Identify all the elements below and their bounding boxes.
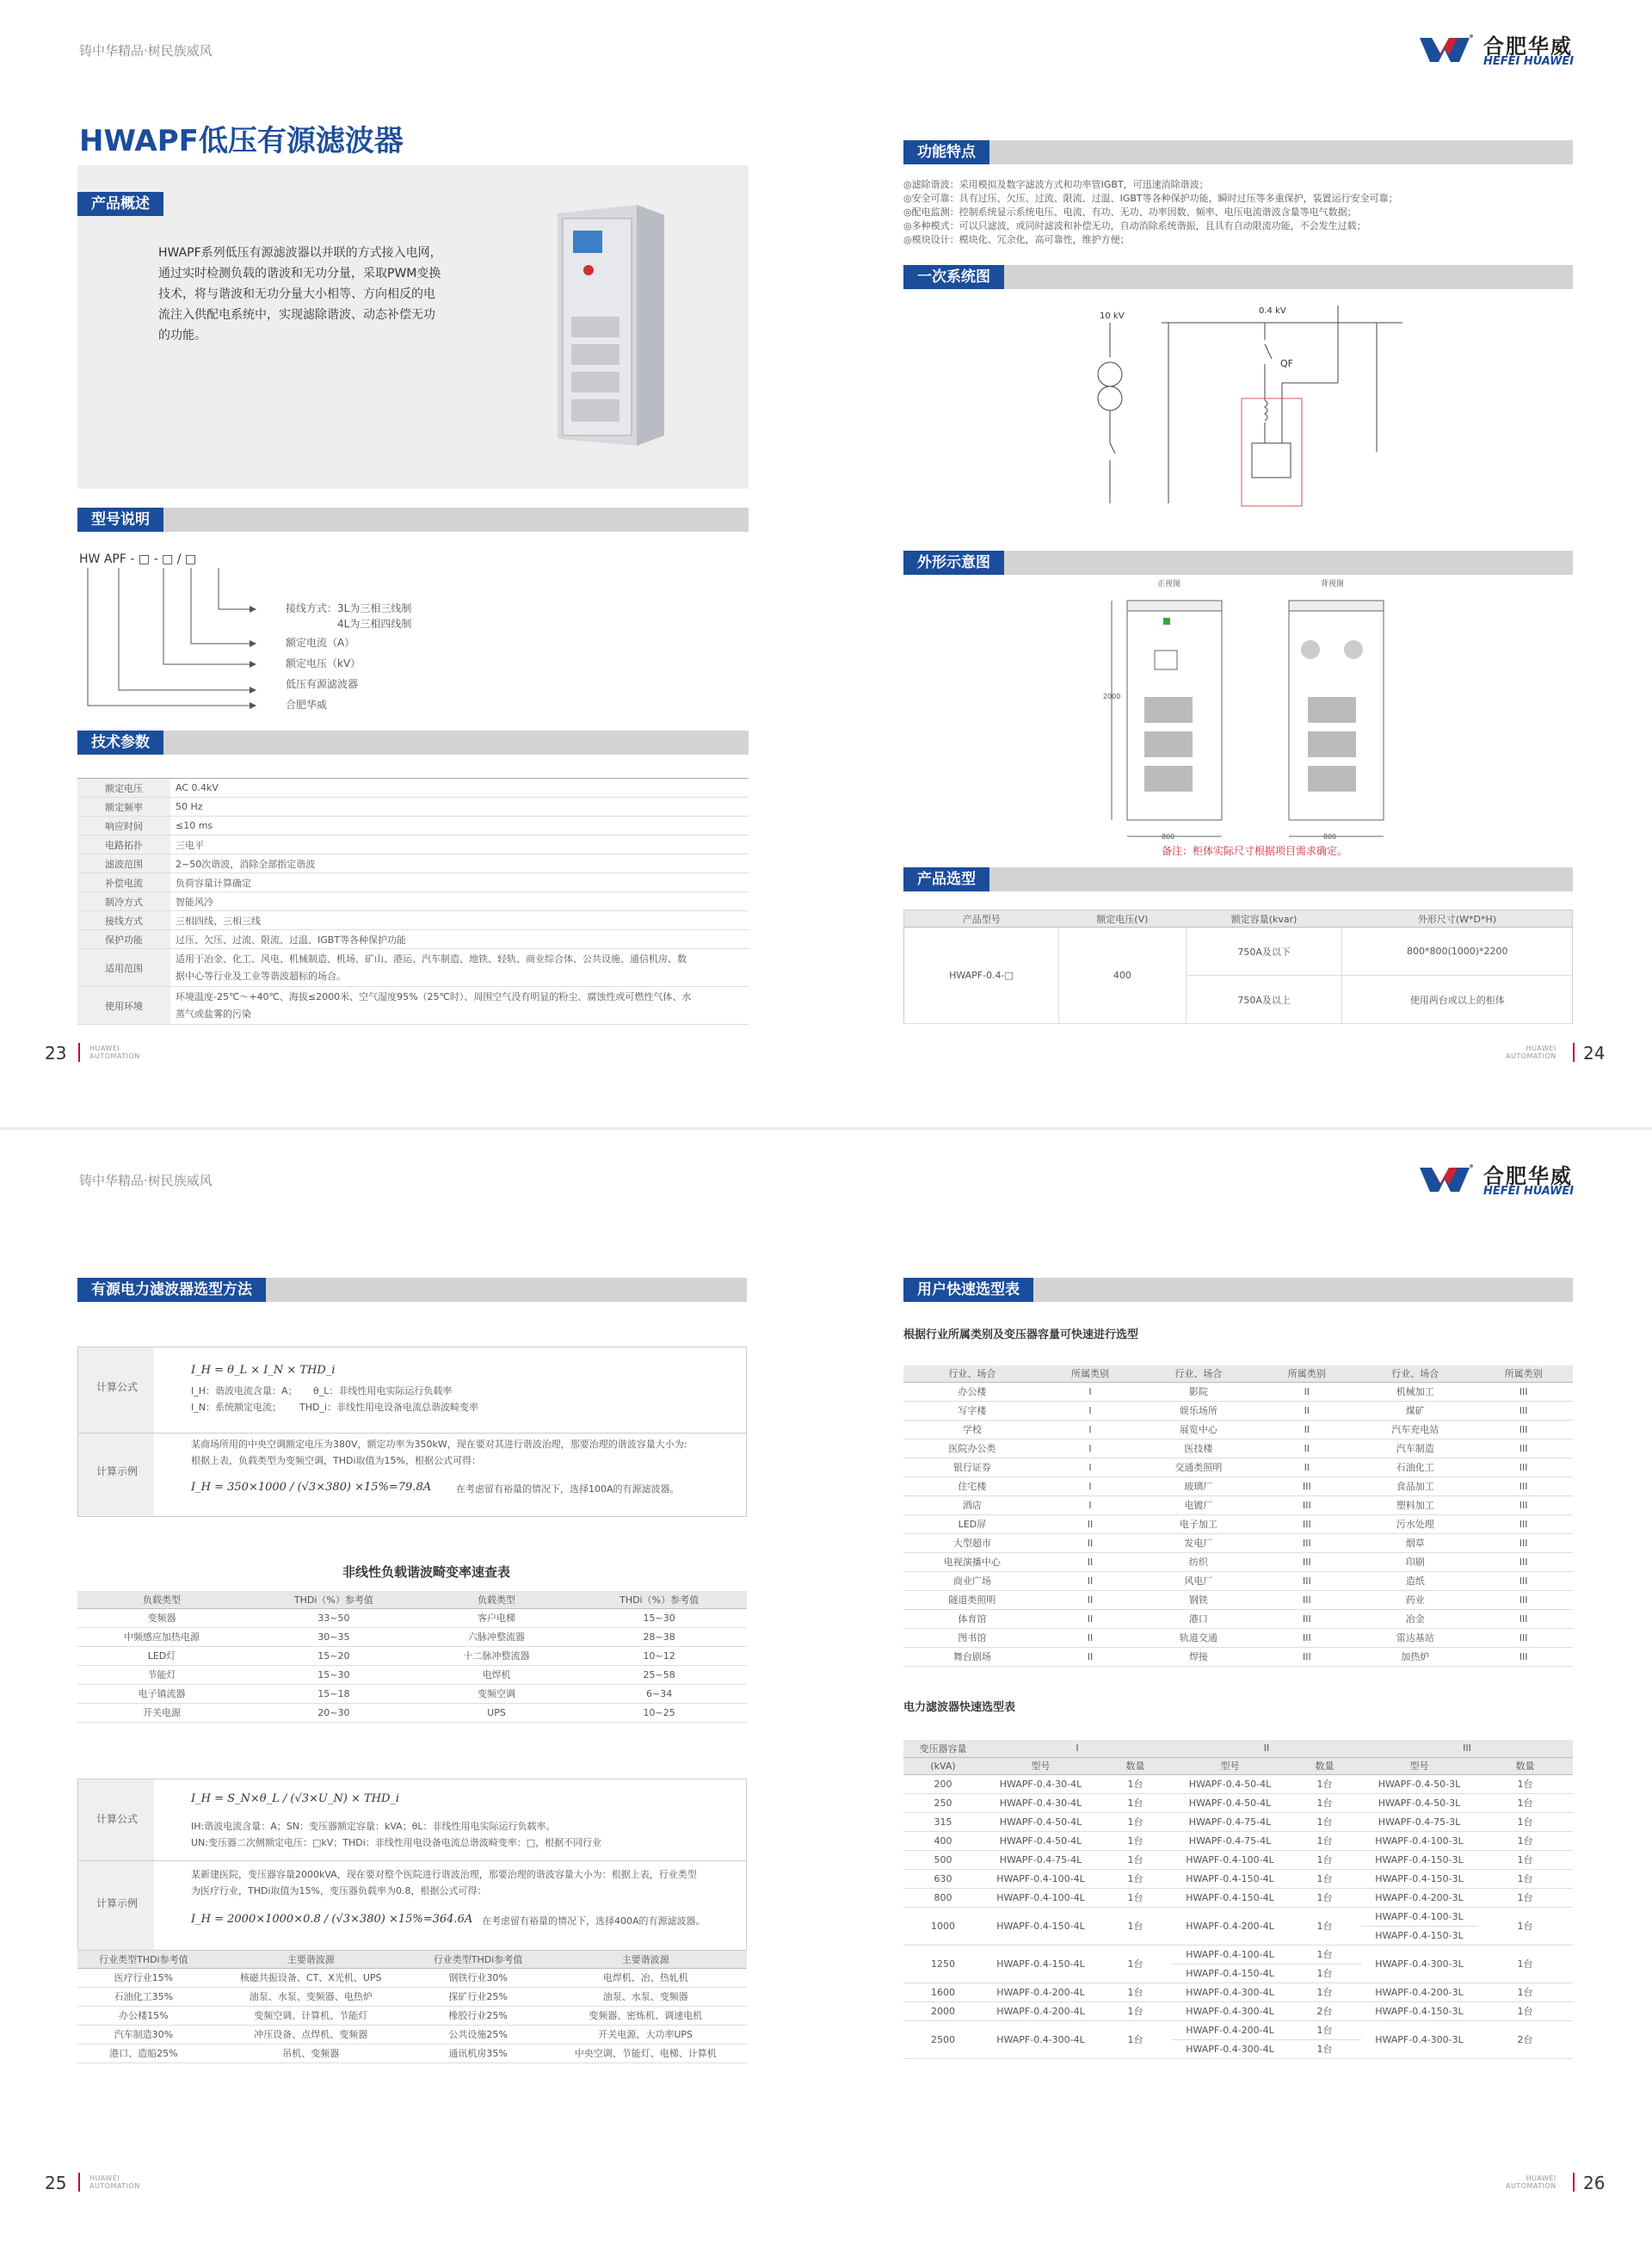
table-cell: III [1474, 1514, 1573, 1533]
table-cell: III [1474, 1458, 1573, 1477]
formula-2-desc-b: UN:变压器二次侧额定电压：□kV；THDi：非线性用电设备电流总谐波畸变率：□，根据不同行业 [191, 1837, 602, 1848]
table-row [903, 1850, 1573, 1869]
table-cell: 舞台剧场 [903, 1647, 1041, 1666]
outline-label: 外形示意图 [903, 551, 1004, 575]
table-row: 汽车制造30% 冲压设备、点焊机、变频器 公共设施25% 开关电源、大功率UPS [77, 2025, 747, 2044]
example-1-line-2: 根据上表，负载类型为变频空调，THDi取值为15%，根据公式可得： [191, 1455, 481, 1466]
table-cell: 娱乐场所 [1139, 1401, 1257, 1420]
width-dimension-front: 800 [1162, 833, 1175, 841]
table-cell: II [1041, 1533, 1140, 1552]
method-label: 有源电力滤波器选型方法 [77, 1278, 266, 1302]
table-cell: LED屏 [903, 1514, 1041, 1533]
table-cell: III [1258, 1552, 1357, 1571]
table-cell: 1台 [1477, 1869, 1573, 1888]
table-cell: I [1041, 1382, 1140, 1401]
table-cell: 医技楼 [1139, 1439, 1257, 1458]
table-row: 额定频率 50 Hz [77, 798, 749, 817]
outline-drawing [1101, 594, 1394, 843]
table-cell: II [1041, 1647, 1140, 1666]
table-row [903, 1774, 1573, 1793]
thd-table-title: 非线性负载谐波畸变率速查表 [342, 1564, 511, 1580]
table-cell: HWAPF-0.4-75-4L [1172, 1812, 1288, 1831]
table-cell: HWAPF-0.4-150-4L [1172, 1888, 1288, 1907]
table-cell: III [1258, 1533, 1357, 1552]
table-cell: 食品加工 [1356, 1477, 1474, 1495]
table-cell: HWAPF-0.4-50-4L [983, 1831, 1099, 1850]
table-cell: II [1041, 1590, 1140, 1609]
table-row [903, 1382, 1573, 1401]
table-row: 保护功能 过压、欠压、过流、限流、过温、IGBT等各种保护功能 [77, 930, 749, 949]
table-cell: 1台 [1477, 1774, 1573, 1793]
table-cell: HWAPF-0.4-50-4L [983, 1812, 1099, 1831]
table-cell: 钢铁 [1139, 1590, 1257, 1609]
table-cell: 体育馆 [903, 1609, 1041, 1628]
spread-25-26 [0, 1130, 1652, 2257]
example-1-formula: I_H = 350×1000 / (√3×380) ×15%=79.8A [191, 1481, 432, 1494]
table-cell: HWAPF-0.4-100-4L [1172, 1850, 1288, 1869]
logo-en: HEFEI HUAWEI [1483, 55, 1575, 68]
table-cell: II [1041, 1609, 1140, 1628]
page-divider [78, 2173, 80, 2192]
table-row: 响应时间 ≤10 ms [77, 817, 749, 836]
table-cell: III [1474, 1628, 1573, 1647]
model-item-apf: 低压有源滤波器 [286, 678, 359, 690]
example-label-1: 计算示例 [96, 1465, 139, 1477]
example-1-line-1: 某商场所用的中央空调额定电压为380V，额定功率为350kW，现在要对其进行谐波治理，那要治理的谐波容量大小为: [191, 1439, 687, 1450]
table-cell: I [1041, 1420, 1140, 1439]
table-row: 变频器 33~50 客户电梯 15~30 [77, 1608, 747, 1627]
features-list: ◎滤除谐波：采用模拟及数字滤波方式和功率管IGBT，可迅速消除谐波； ◎安全可靠：具有过压、欠压、过流、限流、过温、IGBT等各种保护功能，瞬时过压等多重保护，装置运行安全可靠； ◎配电监测：控制系统显示系统电压、电流、有功、无功、功率因数、频率、电压电流谐波含量等电气数据； ◎多种模式：可以只滤波，或同时滤波和补偿无功，自动消除系统谐振，且具有自动限流功能，不会发生过载； ◎模块设计：模块化、冗余化，高可靠性，维护方便； [903, 179, 1398, 245]
table-cell: HWAPF-0.4-75-4L [983, 1850, 1099, 1869]
table-row: 制冷方式 智能风冷 [77, 892, 749, 911]
table-row: 电路拓扑 三电平 [77, 836, 749, 854]
table-row [903, 1571, 1573, 1590]
table-cell: III [1474, 1647, 1573, 1666]
label-10kv: 10 kV [1100, 311, 1125, 321]
table-cell: 影院 [1139, 1382, 1257, 1401]
table-cell: 轨道交通 [1139, 1628, 1257, 1647]
table-cell: 400 [903, 1831, 983, 1850]
table-row [903, 1888, 1573, 1907]
formula-1-desc-b: θ_L：非线性用电实际运行负载率 [313, 1385, 453, 1397]
table-row: 1250 HWAPF-0.4-150-4L 1台 HWAPF-0.4-100-4L 1台 HWAPF-0.4-300-3L 1台 [903, 1945, 1573, 1964]
overview-label: 产品概述 [77, 192, 163, 216]
table-row [903, 1458, 1573, 1477]
back-view-label: 背视图 [1321, 580, 1345, 589]
table-cell: III [1474, 1552, 1573, 1571]
table-row [903, 1869, 1573, 1888]
model-item-voltage: 额定电压（kV） [286, 657, 361, 669]
table-cell: 造纸 [1356, 1571, 1474, 1590]
tech-table [77, 778, 749, 1025]
industry-thd-table: 行业类型THDi参考值 主要谐波源 行业类型THDi参考值 主要谐波源 医疗行业15% 核磁共振设备、CT、X光机、UPS 钢铁行业30% 电焊机、冶、热轧机 石油化工35% 油泵、水泵、变频器、电热炉 探矿行业25% 油泵、水泵、变频器 办公楼15% 变频空调、计算机、节能灯 橡胶行业25% 变频器、密炼机、调速电机 汽车制造30% 冲压设备、点焊机、变频器 公共设施25% 开关电源、大功率UPS 港口、造船25% 吊机、变频器 通讯机房35% 中央空调、节能灯、电梯、计算机 [77, 1951, 747, 2063]
table-cell: 冶金 [1356, 1609, 1474, 1628]
table-cell: 1台 [1288, 1793, 1361, 1812]
table-cell: HWAPF-0.4-50-4L [1172, 1774, 1288, 1793]
table-row [903, 1495, 1573, 1514]
table-row: 医疗行业15% 核磁共振设备、CT、X光机、UPS 钢铁行业30% 电焊机、冶、热轧机 [77, 1968, 747, 1987]
table-cell: HWAPF-0.4-150-4L [1172, 1869, 1288, 1888]
table-cell: 学校 [903, 1420, 1041, 1439]
selection-label: 产品选型 [903, 867, 989, 891]
table-row [903, 1628, 1573, 1647]
table-cell: 石油化工 [1356, 1458, 1474, 1477]
table-row [903, 1514, 1573, 1533]
table-row: 开关电源 20~30 UPS 10~25 [77, 1703, 747, 1722]
page-number-24: 24 [1583, 1043, 1606, 1064]
overview-section [77, 192, 168, 216]
table-cell: III [1258, 1647, 1357, 1666]
table-cell: HWAPF-0.4-150-3L [1361, 1850, 1477, 1869]
table-cell: HWAPF-0.4-75-3L [1361, 1812, 1477, 1831]
logo-icon [1420, 1161, 1478, 1195]
table-cell: 500 [903, 1850, 983, 1869]
table-cell: HWAPF-0.4-100-4L [983, 1869, 1099, 1888]
table-cell: II [1258, 1439, 1357, 1458]
table-cell: 交通类照明 [1139, 1458, 1257, 1477]
formula-1: I_H = θ_L × I_N × THD_i [191, 1364, 336, 1377]
table-cell: 电视演播中心 [903, 1552, 1041, 1571]
table-cell: 污水处理 [1356, 1514, 1474, 1533]
table-cell: 1台 [1288, 1812, 1361, 1831]
table-cell: HWAPF-0.4-100-4L [983, 1888, 1099, 1907]
table-row: 办公楼15% 变频空调、计算机、节能灯 橡胶行业25% 变频器、密炼机、调速电机 [77, 2006, 747, 2025]
table-cell: 800 [903, 1888, 983, 1907]
table-cell: 1台 [1099, 1850, 1172, 1869]
table-cell: III [1474, 1571, 1573, 1590]
table-cell: I [1041, 1439, 1140, 1458]
table-cell: III [1258, 1571, 1357, 1590]
table-cell: HWAPF-0.4-50-4L [1172, 1793, 1288, 1812]
table-cell: 1台 [1288, 1850, 1361, 1869]
table-row [903, 1609, 1573, 1628]
table-row: HWAPF-0.4-300-4L 1台 [903, 2039, 1573, 2058]
table-cell: 写字楼 [903, 1401, 1041, 1420]
slogan: 铸中华精品·树民族威风 [79, 1173, 213, 1188]
table-cell: 200 [903, 1774, 983, 1793]
table-row [903, 1477, 1573, 1495]
table-row: 适用范围 适用于冶金、化工、风电、机械制造、机场、矿山、港运、汽车制造、地铁、轻轨、商业综合体、公共设施、通信机房、数 据中心等行业及工业等谐波超标的场合。 [77, 949, 749, 987]
table-cell: III [1258, 1514, 1357, 1533]
table-cell: 1台 [1477, 1793, 1573, 1812]
table-cell: 发电厂 [1139, 1533, 1257, 1552]
table-row: LED灯 15~20 十二脉冲整流器 10~12 [77, 1646, 747, 1665]
table-cell: HWAPF-0.4-200-3L [1361, 1888, 1477, 1907]
table-cell: 1台 [1099, 1774, 1172, 1793]
table-row: 使用环境 环境温度-25℃～+40℃、海拔≤2000米、空气湿度95%（25℃时）、周围空气没有明显的粉尘、腐蚀性或可燃性气体、水 蒸气或盐雾的污染 [77, 987, 749, 1025]
table-row [903, 1793, 1573, 1812]
table-cell: 印刷 [1356, 1552, 1474, 1571]
table-cell: 焊接 [1139, 1647, 1257, 1666]
model-label: 型号说明 [77, 508, 163, 532]
spread-23-24 [0, 0, 1652, 1127]
table-row: 节能灯 15~30 电焊机 25~58 [77, 1665, 747, 1684]
formula-label-2: 计算公式 [96, 1813, 139, 1825]
table-cell: 纺织 [1139, 1552, 1257, 1571]
table-row: 2000 HWAPF-0.4-200-4L 1台 HWAPF-0.4-300-4L 2台 HWAPF-0.4-150-3L 1台 [903, 2001, 1573, 2020]
table-cell: 图书馆 [903, 1628, 1041, 1647]
table-cell: III [1258, 1609, 1357, 1628]
table-cell: 1台 [1288, 1869, 1361, 1888]
label-qf: QF [1280, 358, 1293, 369]
table-row [903, 1831, 1573, 1850]
logo [1420, 1157, 1575, 1200]
model-item-brand: 合肥华威 [286, 699, 328, 711]
table-cell: 住宅楼 [903, 1477, 1041, 1495]
outline-section [903, 551, 1573, 575]
table-cell: 1台 [1477, 1850, 1573, 1869]
table-cell: 1台 [1477, 1831, 1573, 1850]
table-cell: II [1041, 1552, 1140, 1571]
table-row: 滤波范围 2~50次谐波，消除全部指定谐波 [77, 854, 749, 873]
example-2-line-1: 某新建医院，变压器容量2000kVA，现在要对整个医院进行谐波治理，那要治理的谐波容量大小为：根据上表，行业类型 [191, 1869, 697, 1880]
front-view-label: 正视图 [1157, 580, 1181, 589]
table-cell: 汽车制造 [1356, 1439, 1474, 1458]
industry-category-table: 行业、场合 所属类别 行业、场合 所属类别 行业、场合 所属类别 办公楼 I 影院 II 机械加工 III 写字楼 I 娱乐场所 II 煤矿 III 学校 I 展览中心 II 汽车充电站 III 医院办公类 I 医技楼 II 汽车制造 III 银行证券 I 交通类照明 II 石油化工 III 住宅楼 I 玻璃厂 III 食品加工 III 酒店 I 电镀厂 III 塑料加工 III LED屏 II 电子加工 III 污水处理 III 大型超市 II 发电厂 III 烟草 III 电视演播中心 II 纺织 III 印刷 III 商业广场 II 风电厂 III 造纸 III 隧道类照明 II 钢铁 III 药业 III 体育馆 II 港口 III 冶金 III 图书馆 II 轨道交通 III 雷达基站 III 舞台剧场 II 焊接 III 加热炉 III [903, 1366, 1573, 1667]
table-row: 石油化工35% 油泵、水泵、变频器、电热炉 探矿行业25% 油泵、水泵、变频器 [77, 1987, 747, 2006]
table-cell: 办公楼 [903, 1382, 1041, 1401]
table-cell: 港口 [1139, 1609, 1257, 1628]
table-cell: HWAPF-0.4-100-3L [1361, 1831, 1477, 1850]
table-cell: 电子加工 [1139, 1514, 1257, 1533]
table-cell: II [1258, 1420, 1357, 1439]
table-cell: I [1041, 1458, 1140, 1477]
system-diagram-label: 一次系统图 [903, 265, 1004, 289]
label-04kv: 0.4 kV [1259, 306, 1286, 316]
table-cell: III [1258, 1477, 1357, 1495]
table-cell: 煤矿 [1356, 1401, 1474, 1420]
quick-select-label: 用户快速选型表 [903, 1278, 1033, 1302]
table-row: 1000 HWAPF-0.4-150-4L 1台 HWAPF-0.4-200-4L 1台 HWAPF-0.4-100-3L 1台 [903, 1907, 1573, 1926]
page-number-23: 23 [45, 1043, 67, 1064]
formula-1-desc-c: I_N：系统额定电流； [191, 1402, 281, 1413]
table-row: 750A及以上 使用两台或以上的柜体 [904, 976, 1573, 1024]
outline-note: 备注：柜体实际尺寸根据项目需求确定。 [1162, 845, 1348, 857]
table-row [903, 1552, 1573, 1571]
logo [1420, 28, 1575, 71]
page-divider [1573, 1043, 1575, 1062]
table-cell: III [1474, 1439, 1573, 1458]
brand-mark: HUAWEI AUTOMATION [1506, 2174, 1556, 2190]
table-cell: 展览中心 [1139, 1420, 1257, 1439]
table-cell: 1台 [1477, 1888, 1573, 1907]
table-row: 补偿电流 负荷容量计算确定 [77, 873, 749, 892]
table-cell: I [1041, 1477, 1140, 1495]
table-cell: 隧道类照明 [903, 1590, 1041, 1609]
slogan: 铸中华精品·树民族威风 [79, 43, 213, 59]
table-cell: 烟草 [1356, 1533, 1474, 1552]
brand-mark: HUAWEI AUTOMATION [89, 2174, 140, 2190]
table-row: HWAPF-0.4-150-4L 1台 [903, 1964, 1573, 1983]
brand-mark: HUAWEI AUTOMATION [1506, 1045, 1556, 1060]
table-cell: II [1258, 1458, 1357, 1477]
table-cell: II [1041, 1571, 1140, 1590]
table-cell: 商业广场 [903, 1571, 1041, 1590]
model-code: HW APF - □ - □ / □ [79, 552, 197, 566]
thd-table: 负载类型 THDi（%）参考值 负载类型 THDi（%）参考值 变频器 33~50 客户电梯 15~30 中频感应加热电源 30~35 六脉冲整流器 28~38 LED灯 15~20 十二脉冲整流器 10~12 节能灯 15~30 电焊机 25~58 电子镇流器 15~18 变频空调 6~34 开关电源 20~30 UPS 10~25 [77, 1591, 747, 1723]
table-cell: III [1258, 1590, 1357, 1609]
logo-cn: 合肥华威 [1483, 34, 1573, 59]
table-cell: 1台 [1477, 1812, 1573, 1831]
page-divider [78, 1043, 80, 1062]
table-row: 1600 HWAPF-0.4-200-4L 1台 HWAPF-0.4-300-4L 1台 HWAPF-0.4-200-3L 1台 [903, 1983, 1573, 2001]
table-cell: III [1474, 1401, 1573, 1420]
table-cell: 1台 [1288, 1888, 1361, 1907]
table-cell: II [1258, 1401, 1357, 1420]
table-row [903, 1590, 1573, 1609]
table-row [903, 1420, 1573, 1439]
table-cell: 风电厂 [1139, 1571, 1257, 1590]
table-cell: 玻璃厂 [1139, 1477, 1257, 1495]
table-row [903, 1401, 1573, 1420]
table-cell: III [1474, 1533, 1573, 1552]
model-section [77, 508, 749, 532]
table-cell: 机械加工 [1356, 1382, 1474, 1401]
page-number-25: 25 [45, 2173, 67, 2193]
example-2-formula: I_H = 2000×1000×0.8 / (√3×380) ×15%=364.6A [191, 1913, 473, 1926]
table-cell: HWAPF-0.4-30-4L [983, 1793, 1099, 1812]
table-cell: 汽车充电站 [1356, 1420, 1474, 1439]
example-2-result: 在考虑留有裕量的情况下，选择400A的有源滤波器。 [482, 1915, 706, 1927]
system-diagram-section [903, 265, 1573, 289]
table-cell: 电镀厂 [1139, 1495, 1257, 1514]
table-row: 电子镇流器 15~18 变频空调 6~34 [77, 1684, 747, 1703]
table-cell: HWAPF-0.4-150-3L [1361, 1869, 1477, 1888]
model-item-wiring: 接线方式：3L为三相三线制 [286, 602, 412, 614]
table-cell: 医院办公类 [903, 1439, 1041, 1458]
table-cell: 药业 [1356, 1590, 1474, 1609]
page-divider [1573, 2173, 1575, 2192]
logo-icon [1420, 31, 1478, 65]
table-cell: III [1474, 1382, 1573, 1401]
single-line-diagram [1076, 297, 1420, 512]
width-dimension-back: 800 [1323, 833, 1337, 841]
table-cell: 1台 [1288, 1774, 1361, 1793]
table-cell: III [1474, 1590, 1573, 1609]
table-cell: II [1041, 1514, 1140, 1533]
table-cell: 1台 [1099, 1869, 1172, 1888]
formula-2: I_H = S_N×θ_L / (√3×U_N) × THD_i [191, 1792, 400, 1805]
table-cell: III [1258, 1495, 1357, 1514]
table-cell: 250 [903, 1793, 983, 1812]
table-row: 2500 HWAPF-0.4-300-4L 1台 HWAPF-0.4-200-4L 1台 HWAPF-0.4-300-3L 2台 [903, 2020, 1573, 2039]
formula-1-desc-a: I_H：谐波电流含量：A； [191, 1385, 298, 1397]
table-cell: 630 [903, 1869, 983, 1888]
brand-mark: HUAWEI AUTOMATION [89, 1045, 140, 1060]
table-cell: 加热炉 [1356, 1647, 1474, 1666]
table-row: 港口、造船25% 吊机、变频器 通讯机房35% 中央空调、节能灯、电梯、计算机 [77, 2044, 747, 2063]
industry-table-title: 根据行业所属类别及变压器容量可快速进行选型 [903, 1329, 1139, 1341]
page-number-26: 26 [1583, 2173, 1606, 2193]
table-cell: III [1258, 1628, 1357, 1647]
model-item-current: 额定电流（A） [286, 637, 355, 649]
table-row [903, 1533, 1573, 1552]
table-row: 中频感应加热电源 30~35 六脉冲整流器 28~38 [77, 1627, 747, 1646]
table-cell: II [1258, 1382, 1357, 1401]
table-cell: I [1041, 1495, 1140, 1514]
table-row: 接线方式 三相四线、三相三线 [77, 911, 749, 930]
table-row: 额定电压 AC 0.4kV [77, 779, 749, 798]
overview-text: HWAPF系列低压有源滤波器以并联的方式接入电网， 通过实时检测负载的谐波和无功分量，采取PWM变换 技术，将与谐波和无功分量大小相等、方向相反的电 流注入供配电系统中，实现滤除谐波、动态补偿无功 的功能。 [158, 246, 442, 342]
table-cell: III [1474, 1477, 1573, 1495]
table-cell: 1台 [1099, 1831, 1172, 1850]
table-cell: 1台 [1099, 1793, 1172, 1812]
formula-2-desc-a: IH:谐波电流含量：A；SN：变压器额定容量：kVA；θL：非线性用电实际运行负载率。 [191, 1821, 556, 1832]
table-row [903, 1647, 1573, 1666]
features-section [903, 140, 1573, 164]
quick-select-section [903, 1278, 1573, 1302]
filter-cabinet-image [551, 196, 671, 446]
table-cell: 塑料加工 [1356, 1495, 1474, 1514]
table-row [903, 1439, 1573, 1458]
formula-1-desc-d: THD_i：非线性用电设备电流总谐波畸变率 [299, 1402, 479, 1413]
tech-section [77, 731, 749, 755]
table-cell: HWAPF-0.4-30-4L [983, 1774, 1099, 1793]
table-cell: 315 [903, 1812, 983, 1831]
table-cell: III [1474, 1609, 1573, 1628]
logo-cn: 合肥华威 [1483, 1163, 1573, 1188]
table-cell: 1台 [1288, 1831, 1361, 1850]
model-item-wiring-4l: 4L为三相四线制 [337, 618, 412, 630]
tech-label: 技术参数 [77, 731, 163, 755]
table-row [903, 1812, 1573, 1831]
table-cell: II [1041, 1628, 1140, 1647]
filter-select-table: 变压器容量 I II III (kVA) 型号 数量 型号 数量 型号 数量 200 HWAPF-0.4-30-4L 1台 HWAPF-0.4-50-4L 1台 HWAPF-0.4-50-3L 1台 250 HWAPF-0.4-30-4L 1台 HWAPF-0.4-50-4L 1台 HWAPF-0.4-50-3L 1台 315 HWAPF-0.4-50-4L 1台 HWAPF-0.4-75-4L 1台 HWAPF-0.4-75-3L 1台 400 HWAPF-0.4-50-4L 1台 HWAPF-0.4-75-4L 1台 HWAPF-0.4-100-3L 1台 500 HWAPF-0.4-75-4L 1台 HWAPF-0.4-100-4L 1台 HWAPF-0.4-150-3L 1台 630 HWAPF-0.4-100-4L 1台 HWAPF-0.4-150-4L 1台 HWAPF-0.4-150-3L 1台 800 HWAPF-0.4-100-4L 1台 HWAPF-0.4-150-4L 1台 HWAPF-0.4-200-3L 1台 1000 HWAPF-0.4-150-4L 1台 HWAPF-0.4-200-4L 1台 HWAPF-0.4-100-3L 1台 HWAPF-0.4-150-3L 1250 HWAPF-0.4-150-4L 1台 HWAPF-0.4-100-4L 1台 HWAPF-0.4-300-3L 1台 HWAPF-0.4-150-4L 1台 1600 HWAPF-0.4-200-4L 1台 HWAPF-0.4-300-4L 1台 HWAPF-0.4-200-3L 1台 2000 HWAPF-0.4-200-4L 1台 HWAPF-0.4-300-4L 2台 HWAPF-0.4-150-3L 1台 2500 HWAPF-0.4-300-4L 1台 HWAPF-0.4-200-4L 1台 HWAPF-0.4-300-3L 2台 HWAPF-0.4-300-4L 1台 [903, 1740, 1573, 2059]
table-cell: 银行证券 [903, 1458, 1041, 1477]
table-cell: HWAPF-0.4-75-4L [1172, 1831, 1288, 1850]
filter-table-title: 电力滤波器快速选型表 [903, 1701, 1016, 1714]
example-2-line-2: 为医疗行业，THDi取值为15%，变压器负载率为0.8，根据公式可得： [191, 1885, 487, 1896]
table-cell: HWAPF-0.4-50-3L [1361, 1793, 1477, 1812]
formula-label-1: 计算公式 [96, 1381, 139, 1393]
table-cell: I [1041, 1401, 1140, 1420]
table-cell: III [1474, 1495, 1573, 1514]
selection-section [903, 867, 1573, 891]
model-code-diagram [77, 568, 310, 714]
table-row: HWAPF-0.4-□ 400 750A及以下 800*800(1000)*2200 [904, 928, 1573, 976]
table-cell: III [1474, 1420, 1573, 1439]
table-cell: 1台 [1099, 1812, 1172, 1831]
example-1-result: 在考虑留有裕量的情况下，选择100A的有源滤波器。 [456, 1483, 680, 1495]
table-cell: 酒店 [903, 1495, 1041, 1514]
logo-en: HEFEI HUAWEI [1483, 1185, 1575, 1198]
table-cell: 大型超市 [903, 1533, 1041, 1552]
method-section [77, 1278, 747, 1302]
table-cell: 1台 [1099, 1888, 1172, 1907]
selection-table: 产品型号 额定电压(V) 额定容量(kvar) 外形尺寸(W*D*H) HWAPF-0.4-□ 400 750A及以下 800*800(1000)*2200 750A及以上 使用两台或以上的柜体 [903, 910, 1573, 1024]
page-title: HWAPF低压有源滤波器 [79, 124, 404, 158]
height-dimension: 2000 [1103, 693, 1121, 700]
table-cell: HWAPF-0.4-50-3L [1361, 1774, 1477, 1793]
table-row: HWAPF-0.4-150-3L [903, 1926, 1573, 1945]
table-cell: 雷达基站 [1356, 1628, 1474, 1647]
example-label-2: 计算示例 [96, 1897, 139, 1909]
features-label: 功能特点 [903, 140, 989, 164]
